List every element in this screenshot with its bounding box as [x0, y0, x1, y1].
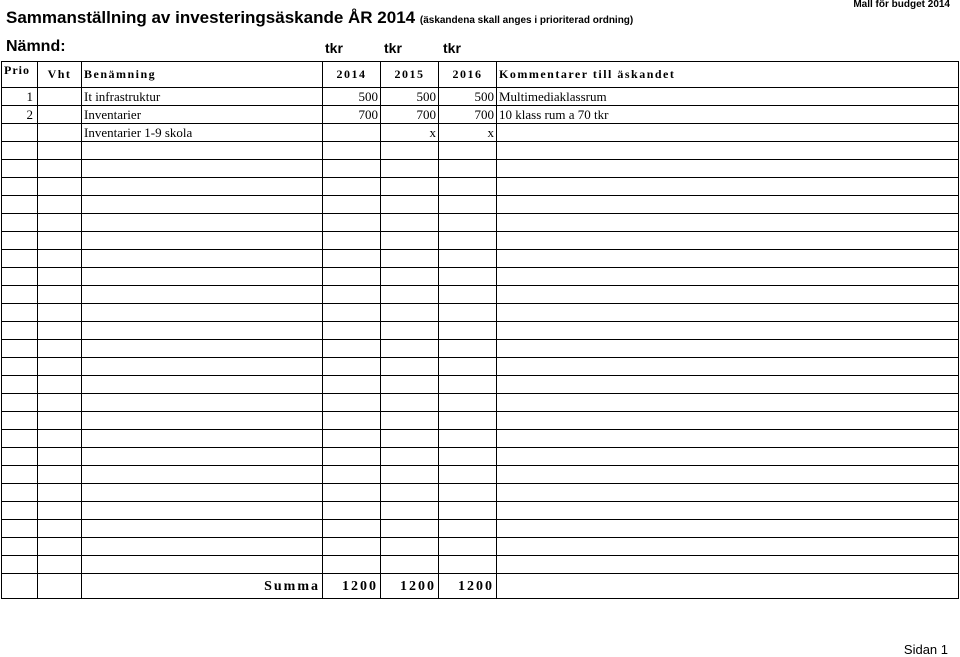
- table-row: [2, 520, 959, 538]
- cell-kommentar: [497, 394, 959, 412]
- cell-2015: 500: [381, 88, 439, 106]
- cell-2016: [439, 178, 497, 196]
- cell-prio: [2, 322, 38, 340]
- cell-prio: [2, 250, 38, 268]
- cell-2016: [439, 448, 497, 466]
- cell-2014: [323, 484, 381, 502]
- table-row: [2, 106, 959, 124]
- cell-prio: [2, 430, 38, 448]
- cell-2014: [323, 142, 381, 160]
- cell-kommentar: [497, 340, 959, 358]
- cell-prio: [2, 196, 38, 214]
- cell-2016: [439, 484, 497, 502]
- cell-2016: [439, 412, 497, 430]
- cell-2014: [323, 250, 381, 268]
- cell-kommentar: [497, 160, 959, 178]
- cell-vht: [38, 376, 82, 394]
- cell-benamning: [82, 538, 323, 556]
- cell-2016: [439, 520, 497, 538]
- cell-vht: [38, 196, 82, 214]
- cell-vht: [38, 394, 82, 412]
- table-row: [2, 556, 959, 574]
- cell-2015: [381, 268, 439, 286]
- title-text: Sammanställning av investeringsäskande ÅR 2014: [6, 8, 416, 27]
- cell-2015: [381, 286, 439, 304]
- cell-2014: [323, 178, 381, 196]
- sum-2016: 1200: [439, 574, 497, 599]
- cell-2015: [381, 538, 439, 556]
- table-row: [2, 484, 959, 502]
- table-row: [2, 394, 959, 412]
- cell-2015: [381, 430, 439, 448]
- sum-empty-3: [497, 574, 959, 599]
- cell-2015: [381, 322, 439, 340]
- cell-kommentar: [497, 304, 959, 322]
- cell-kommentar: [497, 232, 959, 250]
- cell-kommentar: [497, 430, 959, 448]
- col-header-benamning: Benämning: [82, 62, 323, 88]
- cell-2016: [439, 304, 497, 322]
- cell-2015: [381, 340, 439, 358]
- cell-2016: x: [439, 124, 497, 142]
- cell-2015: [381, 196, 439, 214]
- cell-prio: [2, 358, 38, 376]
- cell-2014: [323, 412, 381, 430]
- cell-vht: [38, 484, 82, 502]
- table-row: [2, 268, 959, 286]
- table-row: [2, 124, 959, 142]
- sum-empty-1: [2, 574, 38, 599]
- cell-vht: [38, 160, 82, 178]
- cell-benamning: [82, 448, 323, 466]
- cell-2016: [439, 394, 497, 412]
- cell-vht: [38, 502, 82, 520]
- cell-2015: [381, 394, 439, 412]
- col-header-prio: Prio: [2, 62, 38, 88]
- cell-2014: [323, 502, 381, 520]
- cell-2016: [439, 142, 497, 160]
- cell-2014: [323, 232, 381, 250]
- cell-2016: [439, 502, 497, 520]
- cell-kommentar: [497, 178, 959, 196]
- cell-kommentar: [497, 142, 959, 160]
- cell-kommentar: [497, 124, 959, 142]
- cell-vht: [38, 286, 82, 304]
- col-header-2015: 2015: [381, 62, 439, 88]
- cell-vht: [38, 340, 82, 358]
- cell-2016: 500: [439, 88, 497, 106]
- cell-prio: [2, 484, 38, 502]
- cell-2015: [381, 304, 439, 322]
- cell-2016: [439, 214, 497, 232]
- cell-2014: [323, 520, 381, 538]
- col-header-vht: Vht: [38, 62, 82, 88]
- cell-2015: [381, 250, 439, 268]
- cell-vht: [38, 322, 82, 340]
- cell-benamning: [82, 394, 323, 412]
- cell-benamning: [82, 520, 323, 538]
- cell-2014: 700: [323, 106, 381, 124]
- cell-2014: [323, 538, 381, 556]
- cell-benamning: [82, 430, 323, 448]
- cell-vht: [38, 304, 82, 322]
- cell-benamning: Inventarier: [82, 106, 323, 124]
- cell-kommentar: [497, 376, 959, 394]
- cell-vht: [38, 178, 82, 196]
- table-row: [2, 142, 959, 160]
- cell-vht: [38, 466, 82, 484]
- cell-benamning: [82, 142, 323, 160]
- cell-benamning: [82, 556, 323, 574]
- cell-2015: [381, 412, 439, 430]
- cell-2014: [323, 268, 381, 286]
- cell-benamning: [82, 412, 323, 430]
- title-subtitle: (äskandena skall anges i prioriterad ordning): [419, 15, 634, 26]
- cell-benamning: [82, 268, 323, 286]
- unit-2014: tkr: [325, 40, 343, 56]
- cell-2014: [323, 196, 381, 214]
- cell-2016: [439, 376, 497, 394]
- cell-2014: [323, 448, 381, 466]
- cell-2015: [381, 502, 439, 520]
- cell-2015: [381, 520, 439, 538]
- cell-prio: [2, 520, 38, 538]
- cell-2014: [323, 322, 381, 340]
- cell-kommentar: [497, 250, 959, 268]
- table-row: [2, 538, 959, 556]
- cell-benamning: [82, 484, 323, 502]
- table-row: [2, 160, 959, 178]
- cell-2016: [439, 160, 497, 178]
- cell-vht: [38, 124, 82, 142]
- cell-benamning: [82, 214, 323, 232]
- cell-prio: [2, 286, 38, 304]
- cell-kommentar: [497, 484, 959, 502]
- cell-2015: [381, 160, 439, 178]
- cell-kommentar: [497, 448, 959, 466]
- col-header-kommentar: Kommentarer till äskandet: [497, 62, 959, 88]
- table-row: [2, 466, 959, 484]
- cell-2015: [381, 376, 439, 394]
- cell-prio: [2, 502, 38, 520]
- cell-2014: [323, 394, 381, 412]
- cell-kommentar: [497, 358, 959, 376]
- cell-2016: [439, 358, 497, 376]
- cell-2014: [323, 124, 381, 142]
- cell-benamning: [82, 178, 323, 196]
- page-number: Sidan 1: [903, 642, 948, 657]
- cell-benamning: [82, 286, 323, 304]
- table-row: [2, 448, 959, 466]
- unit-2016: tkr: [443, 40, 461, 56]
- cell-2015: [381, 556, 439, 574]
- cell-2016: [439, 232, 497, 250]
- cell-2016: [439, 286, 497, 304]
- sum-2014: 1200: [323, 574, 381, 599]
- cell-kommentar: [497, 538, 959, 556]
- cell-benamning: [82, 322, 323, 340]
- cell-2014: [323, 160, 381, 178]
- cell-prio: [2, 466, 38, 484]
- cell-vht: [38, 250, 82, 268]
- table-header-row: [2, 62, 959, 88]
- cell-benamning: [82, 502, 323, 520]
- cell-2016: [439, 430, 497, 448]
- cell-prio: [2, 556, 38, 574]
- cell-benamning: [82, 160, 323, 178]
- cell-vht: [38, 268, 82, 286]
- cell-benamning: [82, 376, 323, 394]
- table-row: [2, 340, 959, 358]
- cell-kommentar: [497, 196, 959, 214]
- cell-vht: [38, 142, 82, 160]
- cell-2015: [381, 232, 439, 250]
- cell-prio: [2, 304, 38, 322]
- cell-benamning: It infrastruktur: [82, 88, 323, 106]
- cell-prio: [2, 538, 38, 556]
- table-row: [2, 304, 959, 322]
- cell-kommentar: Multimediaklassrum: [497, 88, 959, 106]
- table-row: [2, 430, 959, 448]
- cell-2014: [323, 358, 381, 376]
- cell-prio: [2, 340, 38, 358]
- page-title: [6, 8, 633, 28]
- cell-kommentar: [497, 466, 959, 484]
- cell-2015: [381, 178, 439, 196]
- cell-2014: [323, 466, 381, 484]
- cell-2016: [439, 340, 497, 358]
- investment-table: [1, 61, 959, 599]
- cell-kommentar: [497, 502, 959, 520]
- namnd-label: Nämnd:: [6, 38, 66, 55]
- cell-prio: [2, 268, 38, 286]
- cell-benamning: [82, 250, 323, 268]
- cell-vht: [38, 232, 82, 250]
- sum-empty-2: [38, 574, 82, 599]
- cell-benamning: [82, 196, 323, 214]
- cell-benamning: [82, 358, 323, 376]
- cell-2014: [323, 340, 381, 358]
- cell-2016: [439, 322, 497, 340]
- cell-prio: [2, 214, 38, 232]
- cell-2016: [439, 538, 497, 556]
- table-row: [2, 502, 959, 520]
- cell-kommentar: [497, 214, 959, 232]
- cell-benamning: [82, 232, 323, 250]
- cell-2014: [323, 304, 381, 322]
- col-header-2016: 2016: [439, 62, 497, 88]
- sum-row: [2, 574, 959, 599]
- cell-kommentar: [497, 322, 959, 340]
- template-note: Mall för budget 2014: [853, 0, 950, 10]
- cell-prio: [2, 160, 38, 178]
- cell-2016: [439, 196, 497, 214]
- cell-kommentar: [497, 520, 959, 538]
- cell-vht: [38, 448, 82, 466]
- cell-2016: [439, 466, 497, 484]
- cell-kommentar: [497, 412, 959, 430]
- table-row: [2, 376, 959, 394]
- cell-2014: 500: [323, 88, 381, 106]
- cell-2015: [381, 358, 439, 376]
- cell-prio: [2, 232, 38, 250]
- cell-prio: [2, 394, 38, 412]
- cell-prio: [2, 376, 38, 394]
- cell-vht: [38, 214, 82, 232]
- cell-prio: 2: [2, 106, 38, 124]
- cell-kommentar: [497, 286, 959, 304]
- cell-2014: [323, 286, 381, 304]
- cell-benamning: [82, 304, 323, 322]
- sum-2015: 1200: [381, 574, 439, 599]
- cell-2014: [323, 430, 381, 448]
- table-row: [2, 88, 959, 106]
- table-row: [2, 412, 959, 430]
- unit-2015: tkr: [384, 40, 402, 56]
- cell-2016: [439, 250, 497, 268]
- cell-vht: [38, 538, 82, 556]
- cell-prio: [2, 124, 38, 142]
- cell-prio: [2, 412, 38, 430]
- cell-vht: [38, 520, 82, 538]
- cell-kommentar: [497, 556, 959, 574]
- cell-vht: [38, 430, 82, 448]
- cell-2015: 700: [381, 106, 439, 124]
- cell-prio: [2, 448, 38, 466]
- cell-2015: [381, 142, 439, 160]
- table-row: [2, 214, 959, 232]
- table-row: [2, 286, 959, 304]
- col-header-2014: 2014: [323, 62, 381, 88]
- table-row: [2, 196, 959, 214]
- cell-2015: [381, 448, 439, 466]
- cell-vht: [38, 106, 82, 124]
- cell-kommentar: [497, 268, 959, 286]
- cell-2016: [439, 556, 497, 574]
- cell-prio: 1: [2, 88, 38, 106]
- cell-2015: [381, 466, 439, 484]
- cell-benamning: [82, 340, 323, 358]
- cell-2014: [323, 376, 381, 394]
- cell-prio: [2, 142, 38, 160]
- table-row: [2, 322, 959, 340]
- cell-2015: [381, 214, 439, 232]
- cell-2015: [381, 484, 439, 502]
- cell-vht: [38, 412, 82, 430]
- table-row: [2, 358, 959, 376]
- cell-2016: 700: [439, 106, 497, 124]
- cell-vht: [38, 358, 82, 376]
- cell-2015: x: [381, 124, 439, 142]
- cell-vht: [38, 88, 82, 106]
- cell-benamning: Inventarier 1-9 skola: [82, 124, 323, 142]
- table-row: [2, 178, 959, 196]
- cell-prio: [2, 178, 38, 196]
- cell-2016: [439, 268, 497, 286]
- cell-vht: [38, 556, 82, 574]
- table-row: [2, 250, 959, 268]
- cell-2014: [323, 214, 381, 232]
- sum-label: Summa: [82, 574, 323, 599]
- cell-benamning: [82, 466, 323, 484]
- cell-kommentar: 10 klass rum a 70 tkr: [497, 106, 959, 124]
- cell-2014: [323, 556, 381, 574]
- table-row: [2, 232, 959, 250]
